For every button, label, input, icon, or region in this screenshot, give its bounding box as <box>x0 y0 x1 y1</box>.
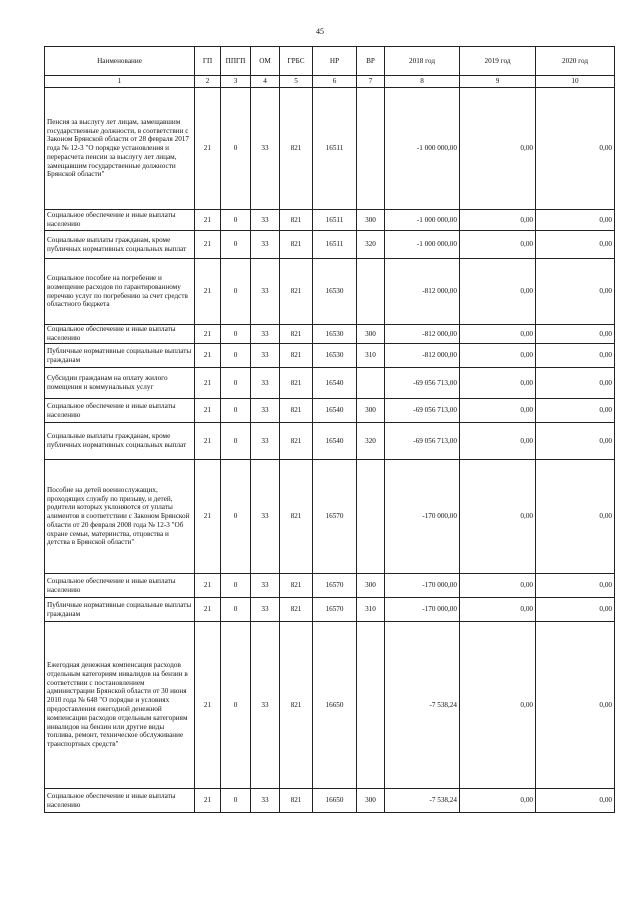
cell-y2018: -170 000,00 <box>385 598 460 622</box>
cell-grbs: 821 <box>280 460 313 574</box>
cell-y2020: 0,00 <box>536 88 615 210</box>
cell-vr <box>357 88 385 210</box>
table-row <box>45 399 615 423</box>
cell-y2018: -812 000,00 <box>385 344 460 368</box>
cell-om: 33 <box>251 231 280 259</box>
cell-ppgp: 0 <box>221 368 251 399</box>
cell-y2020: 0,00 <box>536 231 615 259</box>
cell-y2018: -1 000 000,00 <box>385 88 460 210</box>
header-ppgp: ППГП <box>221 47 251 76</box>
cell-gp: 21 <box>195 789 221 813</box>
cell-name: Публичные нормативные социальные выплаты гражданам <box>45 598 195 622</box>
cell-om: 33 <box>251 368 280 399</box>
cell-vr <box>357 368 385 399</box>
header-2019: 2019 год <box>460 47 536 76</box>
cell-vr: 300 <box>357 789 385 813</box>
cell-ppgp: 0 <box>221 423 251 460</box>
cell-gp: 21 <box>195 574 221 598</box>
cell-y2019: 0,00 <box>460 789 536 813</box>
cell-grbs: 821 <box>280 789 313 813</box>
header-name: Наименование <box>45 47 195 76</box>
cell-y2018: -1 000 000,00 <box>385 210 460 231</box>
cell-y2018: -170 000,00 <box>385 574 460 598</box>
cell-y2019: 0,00 <box>460 210 536 231</box>
cell-name: Социальное обеспечение и иные выплаты населению <box>45 789 195 813</box>
table-row <box>45 368 615 399</box>
cell-nr: 16511 <box>313 231 357 259</box>
cell-om: 33 <box>251 622 280 789</box>
cell-gp: 21 <box>195 325 221 344</box>
cell-name: Социальное обеспечение и иные выплаты населению <box>45 574 195 598</box>
cell-vr <box>357 460 385 574</box>
cell-name: Ежегодная денежная компенсация расходов отдельным категориям инвалидов на бензин в соответствии с постановлением администрации Брянской области от 30 июня 2010 года № 648 "О порядке и условиях предоставления ежегодной денежной компенсации расходов отдельным категориям инвалидов на бензин или другие виды топлива, ремонт, техническое обслуживание транспортных средств" <box>45 622 195 789</box>
cell-y2018: -7 538,24 <box>385 789 460 813</box>
cell-grbs: 821 <box>280 231 313 259</box>
header-2020: 2020 год <box>536 47 615 76</box>
cell-y2020: 0,00 <box>536 344 615 368</box>
table-row <box>45 88 615 210</box>
cell-y2019: 0,00 <box>460 259 536 325</box>
cell-grbs: 821 <box>280 88 313 210</box>
cell-grbs: 821 <box>280 344 313 368</box>
cell-om: 33 <box>251 325 280 344</box>
cell-vr: 300 <box>357 574 385 598</box>
cell-om: 33 <box>251 344 280 368</box>
cell-grbs: 821 <box>280 622 313 789</box>
cell-y2020: 0,00 <box>536 574 615 598</box>
cell-ppgp: 0 <box>221 325 251 344</box>
cell-y2019: 0,00 <box>460 325 536 344</box>
cell-om: 33 <box>251 574 280 598</box>
cell-y2018: -812 000,00 <box>385 325 460 344</box>
table-row <box>45 210 615 231</box>
cell-y2020: 0,00 <box>536 210 615 231</box>
cell-grbs: 821 <box>280 259 313 325</box>
cell-nr: 16570 <box>313 460 357 574</box>
cell-nr: 16511 <box>313 210 357 231</box>
cell-grbs: 821 <box>280 368 313 399</box>
cell-nr: 16530 <box>313 259 357 325</box>
cell-y2019: 0,00 <box>460 423 536 460</box>
table-row <box>45 789 615 813</box>
cell-y2019: 0,00 <box>460 368 536 399</box>
cell-om: 33 <box>251 460 280 574</box>
cell-om: 33 <box>251 423 280 460</box>
cell-gp: 21 <box>195 598 221 622</box>
cell-ppgp: 0 <box>221 460 251 574</box>
budget-table <box>44 46 615 813</box>
cell-y2020: 0,00 <box>536 325 615 344</box>
cell-y2020: 0,00 <box>536 399 615 423</box>
cell-grbs: 821 <box>280 598 313 622</box>
cell-name: Социальные выплаты гражданам, кроме публичных нормативных социальных выплат <box>45 231 195 259</box>
cell-nr: 16530 <box>313 344 357 368</box>
cell-y2020: 0,00 <box>536 460 615 574</box>
cell-y2018: -69 056 713,00 <box>385 423 460 460</box>
cell-vr <box>357 259 385 325</box>
column-number: 2 <box>195 76 221 88</box>
header-row <box>45 47 615 76</box>
cell-gp: 21 <box>195 423 221 460</box>
cell-ppgp: 0 <box>221 88 251 210</box>
cell-name: Субсидии гражданам на оплату жилого помещения и коммунальных услуг <box>45 368 195 399</box>
cell-vr <box>357 622 385 789</box>
cell-ppgp: 0 <box>221 344 251 368</box>
cell-vr: 320 <box>357 423 385 460</box>
cell-nr: 16530 <box>313 325 357 344</box>
cell-y2018: -812 000,00 <box>385 259 460 325</box>
cell-om: 33 <box>251 259 280 325</box>
cell-gp: 21 <box>195 368 221 399</box>
table-row <box>45 344 615 368</box>
cell-name: Пособие на детей военнослужащих, проходящих службу по призыву, и детей, родители которых уклоняются от уплаты алиментов в соответствии с Законом Брянской области от 20 февраля 2008 года № 12-3 "Об охране семьи, материнства, отцовства и детства в Брянской области" <box>45 460 195 574</box>
header-nr: НР <box>313 47 357 76</box>
column-number: 9 <box>460 76 536 88</box>
cell-y2020: 0,00 <box>536 598 615 622</box>
cell-y2020: 0,00 <box>536 423 615 460</box>
cell-name: Публичные нормативные социальные выплаты гражданам <box>45 344 195 368</box>
cell-ppgp: 0 <box>221 210 251 231</box>
cell-grbs: 821 <box>280 399 313 423</box>
cell-y2019: 0,00 <box>460 598 536 622</box>
cell-om: 33 <box>251 598 280 622</box>
cell-y2019: 0,00 <box>460 460 536 574</box>
header-om: ОМ <box>251 47 280 76</box>
cell-y2018: -69 056 713,00 <box>385 368 460 399</box>
column-number: 6 <box>313 76 357 88</box>
cell-vr: 310 <box>357 344 385 368</box>
cell-y2019: 0,00 <box>460 88 536 210</box>
table-row <box>45 598 615 622</box>
cell-nr: 16570 <box>313 598 357 622</box>
table-row <box>45 231 615 259</box>
cell-grbs: 821 <box>280 574 313 598</box>
cell-vr: 310 <box>357 598 385 622</box>
cell-vr: 300 <box>357 325 385 344</box>
cell-y2019: 0,00 <box>460 399 536 423</box>
cell-name: Социальные выплаты гражданам, кроме публичных нормативных социальных выплат <box>45 423 195 460</box>
column-number: 4 <box>251 76 280 88</box>
cell-om: 33 <box>251 210 280 231</box>
cell-gp: 21 <box>195 344 221 368</box>
header-grbs: ГРБС <box>280 47 313 76</box>
cell-name: Пенсия за выслугу лет лицам, замещавшим государственные должности, в соответствии с Законом Брянской области от 28 февраля 2017 года № 12-3 "О порядке установления и перерасчета пенсии за выслугу лет лицам, замещавшим государственные должности Брянской области" <box>45 88 195 210</box>
cell-name: Социальное обеспечение и иные выплаты населению <box>45 210 195 231</box>
cell-y2019: 0,00 <box>460 231 536 259</box>
cell-grbs: 821 <box>280 423 313 460</box>
table-row <box>45 574 615 598</box>
column-number-row <box>45 76 615 88</box>
cell-om: 33 <box>251 88 280 210</box>
cell-grbs: 821 <box>280 325 313 344</box>
cell-gp: 21 <box>195 399 221 423</box>
cell-gp: 21 <box>195 259 221 325</box>
cell-ppgp: 0 <box>221 789 251 813</box>
table-row <box>45 460 615 574</box>
cell-gp: 21 <box>195 460 221 574</box>
cell-nr: 16540 <box>313 399 357 423</box>
cell-nr: 16570 <box>313 574 357 598</box>
cell-nr: 16650 <box>313 789 357 813</box>
cell-om: 33 <box>251 789 280 813</box>
column-number: 5 <box>280 76 313 88</box>
table-row <box>45 325 615 344</box>
header-gp: ГП <box>195 47 221 76</box>
cell-gp: 21 <box>195 622 221 789</box>
cell-y2018: -69 056 713,00 <box>385 399 460 423</box>
cell-y2019: 0,00 <box>460 344 536 368</box>
cell-gp: 21 <box>195 231 221 259</box>
cell-y2020: 0,00 <box>536 259 615 325</box>
cell-name: Социальное обеспечение и иные выплаты населению <box>45 399 195 423</box>
cell-grbs: 821 <box>280 210 313 231</box>
cell-ppgp: 0 <box>221 574 251 598</box>
cell-gp: 21 <box>195 210 221 231</box>
cell-vr: 320 <box>357 231 385 259</box>
cell-ppgp: 0 <box>221 598 251 622</box>
header-2018: 2018 год <box>385 47 460 76</box>
cell-ppgp: 0 <box>221 259 251 325</box>
page-number: 45 <box>316 27 324 36</box>
column-number: 1 <box>45 76 195 88</box>
table-row <box>45 622 615 789</box>
cell-nr: 16540 <box>313 368 357 399</box>
cell-gp: 21 <box>195 88 221 210</box>
cell-nr: 16511 <box>313 88 357 210</box>
cell-name: Социальное обеспечение и иные выплаты населению <box>45 325 195 344</box>
cell-vr: 300 <box>357 399 385 423</box>
column-number: 10 <box>536 76 615 88</box>
column-number: 3 <box>221 76 251 88</box>
cell-y2018: -7 538,24 <box>385 622 460 789</box>
header-vr: ВР <box>357 47 385 76</box>
cell-y2018: -170 000,00 <box>385 460 460 574</box>
cell-ppgp: 0 <box>221 399 251 423</box>
cell-ppgp: 0 <box>221 622 251 789</box>
cell-y2018: -1 000 000,00 <box>385 231 460 259</box>
cell-y2020: 0,00 <box>536 368 615 399</box>
table-row <box>45 259 615 325</box>
cell-nr: 16650 <box>313 622 357 789</box>
cell-y2020: 0,00 <box>536 789 615 813</box>
column-number: 8 <box>385 76 460 88</box>
table-row <box>45 423 615 460</box>
cell-y2019: 0,00 <box>460 574 536 598</box>
cell-y2019: 0,00 <box>460 622 536 789</box>
cell-vr: 300 <box>357 210 385 231</box>
cell-om: 33 <box>251 399 280 423</box>
column-number: 7 <box>357 76 385 88</box>
cell-name: Социальное пособие на погребение и возмещение расходов по гарантированному перечню услуг по погребению за счет средств областного бюджета <box>45 259 195 325</box>
cell-nr: 16540 <box>313 423 357 460</box>
cell-ppgp: 0 <box>221 231 251 259</box>
cell-y2020: 0,00 <box>536 622 615 789</box>
